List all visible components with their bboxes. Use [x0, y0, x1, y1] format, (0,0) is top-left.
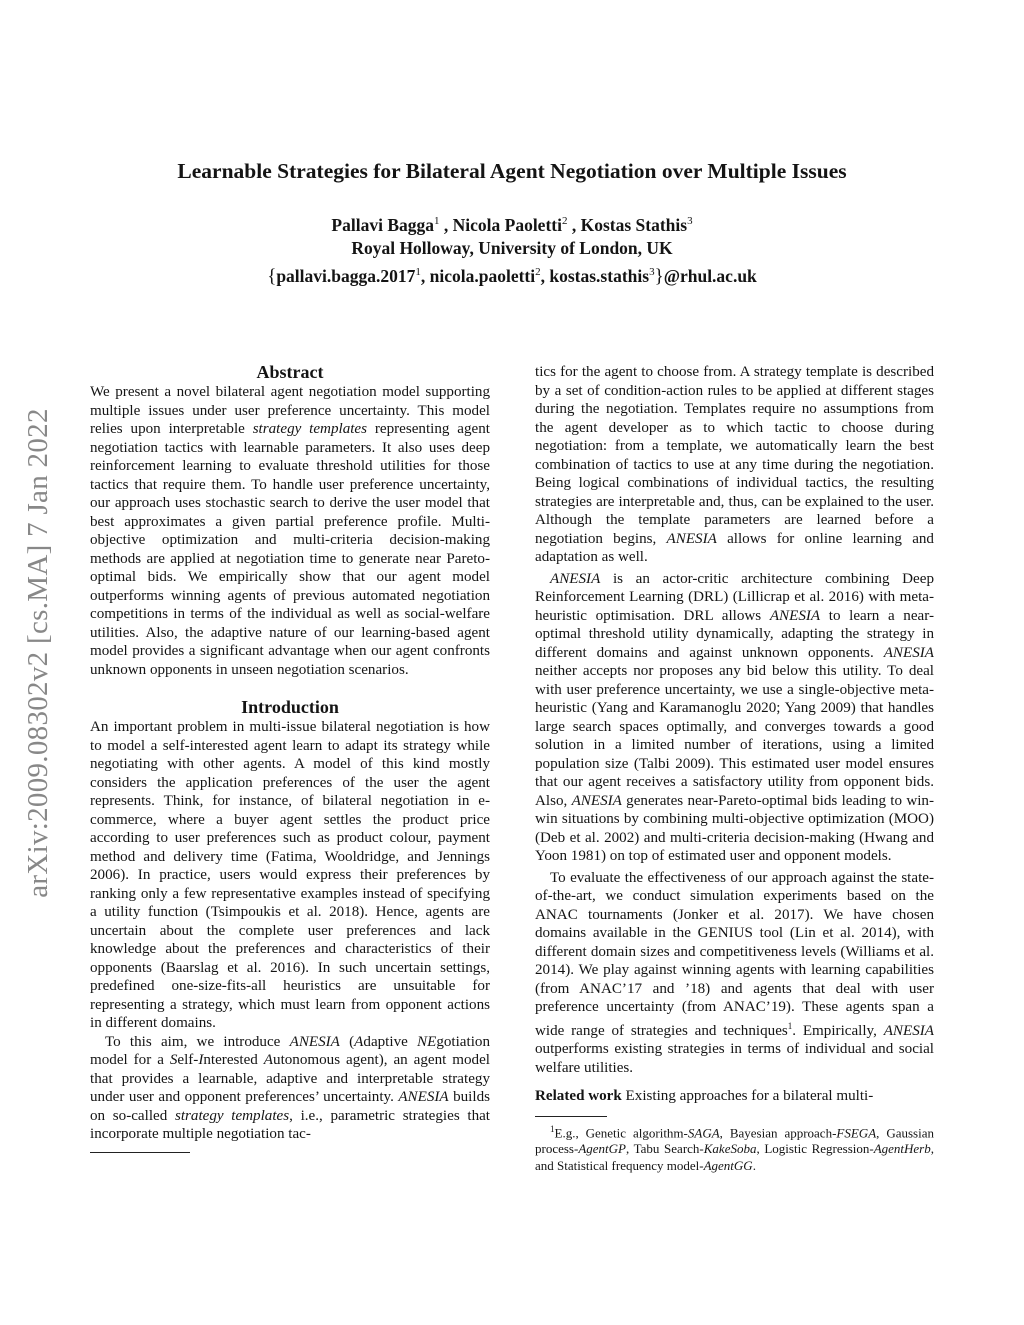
acronym-letter: S	[169, 1052, 178, 1068]
intro-paragraph-2	[90, 1033, 490, 1144]
text-run: Existing approaches for a bilateral multi-	[621, 1088, 874, 1105]
text-run: neither accepts nor proposes any bid below this utility. To deal with user preference uncertainty, we use a single-objective meta-heuristic (Yang and Karamanoglu 2020; Yang 2009) that handles large search spaces optimally, and converges towards a good solution in a limited number of iterations, using a limited population size (Talbi 2009). This estimated user model ensures that our agent receives a satisfactory utility from opponent bids. Also,	[535, 663, 934, 809]
agent-name: AgentGG	[703, 1157, 753, 1173]
arxiv-side-label: arXiv:2009.08302v2 [cs.MA] 7 Jan 2022	[22, 408, 54, 898]
email-3: , kostas.stathis	[540, 265, 650, 286]
email-3-sup: 3	[649, 265, 655, 278]
acronym-letter: A	[354, 1033, 364, 1050]
text-run: tics for the agent to choose from. A strategy template is described by a set of condition-action rules to be applied at different stages during the negotiation. Templates require no assumptions from the agent developer as to which tactic to choose during negotiation: from a template, we automatically learn the best combination of tactics to use at any time during the negotiation. Being logical combinations of individual tactics, the resulting strategies are interpretable and, thus, can be explained to the user. Although the template parameters are learned before a negotiation begins,	[535, 364, 934, 547]
affiliation: Royal Holloway, University of London, UK	[351, 238, 673, 259]
anesia-term: ANESIA	[769, 607, 821, 624]
author-3-sup: 3	[687, 215, 693, 227]
email-domain: @rhul.ac.uk	[663, 265, 757, 286]
abstract-text	[90, 383, 490, 679]
email-1-sup: 1	[415, 265, 421, 278]
text-run: generates near-Pareto-optimal bids leading to win-win situations by combining multi-objective optimization (MOO) (Deb et al. 2002) and multi-criteria decision-making (Hwang and Yoon 1981) on top of estimated user and opponent models.	[535, 792, 934, 864]
footnote-number: 1	[550, 1123, 555, 1134]
text-run: To this aim, we introduce	[105, 1033, 290, 1050]
author-3: , Kostas Stathis	[571, 214, 688, 235]
text-run: , Bayesian approach-	[719, 1124, 837, 1140]
right-paragraph-1	[535, 363, 934, 567]
intro-paragraph-1: An important problem in multi-issue bilateral negotiation is how to model a self-interested agent learn to adapt its strategy while negotiating with other agents. A model of this kind mostly considers the application preferences of the user the agent represents. Think, for instance, of bilateral negotiation in e-commerce, where a buyer agent settles the product price according to user preferences such as product colour, payment method and delivery time (Fatima, Wooldridge, and Jennings 2006). In practice, users would express their preferences by ranking only a few representative examples instead of specifying a utility function (Tsimpoukis et al. 2018). Hence, agents are uncertain about the complete user preferences and lack knowledge about the preferences and characteristics of their opponents (Baarslag et al. 2016). In such uncertain settings, predefined one-size-fits-all heuristics are unsuitable for representing a strategy, which must learn from opponent actions in different domains.	[90, 719, 490, 1031]
anesia-term: ANESIA	[289, 1033, 340, 1050]
abstract-text-part: representing agent negotiation tactics with learnable parameters. It also uses deep reinforcement learning to evaluate threshold utilities for those tactics that require them. To handle user preference uncertainty, our approach uses stochastic search to derive the user model that best approximates a given partial preference profile. Multi-objective optimization and multi-criteria decision-making methods are applied at negotiation time to generate near Pareto-optimal bids. We empirically show that our agent model outperforms winning agents of previous automated negotiation competitions in terms of the individual as well as social-welfare utilities. Also, the adaptive nature of our learning-based agent model provides a significant advantage when our agent confronts unknown opponents in unseen negotiation scenarios.	[90, 421, 490, 678]
email-2-sup: 2	[535, 265, 541, 278]
text-run: , Gaussian process-	[535, 1124, 934, 1157]
anesia-term: ANESIA	[883, 1022, 934, 1039]
acronym-letter: NE	[417, 1033, 437, 1050]
text-run: , Tabu Search-	[625, 1141, 704, 1157]
left-column-rule	[90, 1152, 190, 1153]
right-paragraph-3	[535, 869, 934, 1078]
text-run: is an actor-critic architecture combining Deep Reinforcement Learning (DRL) (Lillicrap et al. 2016) with meta-heuristic optimisation. DRL allows	[535, 570, 934, 624]
text-run: allows for online learning and adaptation as well.	[535, 530, 934, 565]
related-work-paragraph	[535, 1087, 934, 1106]
text-run: , i.e., parametric strategies that incorporate multiple negotiation tac-	[90, 1107, 491, 1142]
text-run: .	[752, 1157, 756, 1173]
text-run: To evaluate the effectiveness of our approach against the state-of-the-art, we conduct simulation experiments based on the ANAC tournaments (Jonker et al. 2017). We have chosen domains available in the GENIUS tool (Lin et al. 2014), with different domain sizes and competitiveness levels (Williams et al. 2014). We play against winning agents with learning capabilities (from ANAC’17 and ’18) and agents that deal with user preference uncertainty (from ANAC’19). These agents span a wide range of strategies and techniques	[535, 869, 934, 1039]
text-run: , Logistic Regression-	[756, 1141, 874, 1157]
strategy-templates-term: strategy templates	[174, 1107, 290, 1124]
email-open-brace: {	[267, 265, 277, 287]
agent-name: AgentGP	[578, 1141, 626, 1157]
text-run: outperforms existing strategies in terms of individual and social welfare utilities.	[535, 1041, 934, 1076]
footnote-marker: 1	[787, 1020, 793, 1031]
text-run: builds on so-called	[90, 1089, 490, 1124]
author-2: , Nicola Paoletti	[443, 214, 562, 235]
author-1-sup: 1	[434, 215, 440, 227]
text-run: to learn a near-optimal threshold utility dynamically, adapting the strategy in different domains and against unknown opponents.	[535, 607, 934, 661]
paper-title: Learnable Strategies for Bilateral Agent Negotiation over Multiple Issues	[177, 159, 847, 183]
agent-name: SAGA	[687, 1124, 720, 1140]
text-run: elf-	[177, 1052, 199, 1068]
abstract-text-part: We present a novel bilateral agent negotiation model supporting multiple issues under user preference uncertainty. This model relies upon interpretable	[90, 384, 490, 437]
left-column	[90, 361, 490, 1153]
abstract-emphasis: strategy templates	[252, 421, 368, 437]
agent-name: KakeSoba	[703, 1141, 757, 1157]
anesia-term: ANESIA	[666, 530, 717, 547]
anesia-term: ANESIA	[883, 644, 934, 661]
author-2-sup: 2	[561, 215, 568, 227]
text-run: nterested	[203, 1052, 264, 1068]
anesia-term: ANESIA	[571, 792, 622, 809]
text-run: . Empirically,	[792, 1022, 884, 1039]
anesia-term: ANESIA	[550, 570, 601, 587]
footnote-1	[535, 1121, 934, 1175]
author-names	[110, 210, 914, 237]
agent-name: AgentHerb	[873, 1141, 931, 1157]
text-run: utonomous agent), an agent model that provides a learnable, adaptive and interpretable strategy under user and opponent preferences’ uncertainty.	[90, 1052, 490, 1105]
agent-name: FSEGA	[836, 1124, 877, 1140]
text-run: gotiation model for a	[90, 1033, 490, 1068]
email-line	[110, 261, 914, 288]
text-run: (	[339, 1033, 355, 1050]
right-paragraph-2	[535, 570, 934, 866]
author-block	[110, 210, 914, 288]
introduction-heading: Introduction	[241, 697, 339, 717]
right-column	[535, 363, 934, 1174]
text-run: daptive	[363, 1033, 418, 1050]
related-work-heading: Related work	[535, 1088, 622, 1105]
email-2: , nicola.paoletti	[420, 265, 536, 286]
email-close-brace: }	[654, 265, 664, 287]
text-run: E.g., Genetic algorithm-	[554, 1124, 688, 1140]
acronym-letter: I	[198, 1052, 204, 1068]
text-run: , and Statistical frequency model-	[535, 1141, 934, 1173]
author-1: Pallavi Bagga	[331, 214, 434, 235]
abstract-heading: Abstract	[256, 362, 324, 382]
footnote-rule	[535, 1116, 607, 1117]
email-1: pallavi.bagga.2017	[276, 265, 416, 286]
acronym-letter: A	[263, 1052, 274, 1068]
anesia-term: ANESIA	[398, 1089, 449, 1105]
